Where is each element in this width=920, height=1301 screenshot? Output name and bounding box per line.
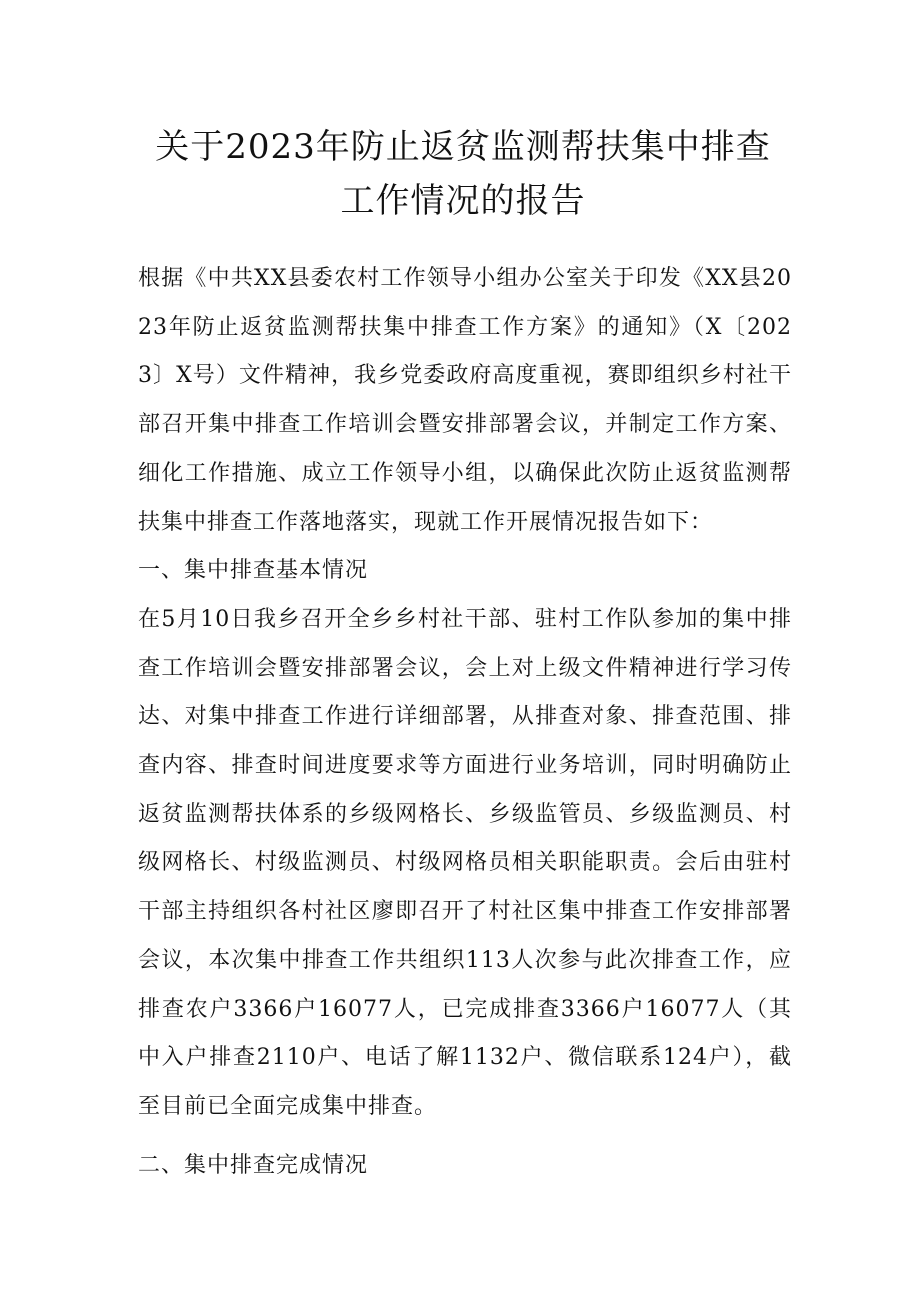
document-title: 关于2023年防止返贫监测帮扶集中排查工作情况的报告 bbox=[155, 127, 771, 221]
document-body bbox=[138, 255, 792, 1190]
section-heading-1: 一、集中排查基本情况 bbox=[138, 558, 369, 584]
section-heading-2: 二、集中排查完成情况 bbox=[138, 1152, 369, 1178]
intro-paragraph: 根据《中共XX县委农村工作领导小组办公室关于印发《XX县2023年防止返贫监测帮扶集中排查工作方案》的通知》（X〔2023〕X号）文件精神，我乡党委政府高度重视，赛即组织乡村社干部召开集中排查工作培训会暨安排部署会议，并制定工作方案、细化工作措施、成立工作领导小组，以确保此次防止返贫监测帮扶集中排查工作落地落实，现就工作开展情况报告如下： bbox=[138, 266, 792, 535]
section-1-paragraph: 在5月10日我乡召开全乡乡村社干部、驻村工作队参加的集中排查工作培训会暨安排部署会议，会上对上级文件精神进行学习传达、对集中排查工作进行详细部署，从排查对象、排查范围、排查内容、排查时间进度要求等方面进行业务培训，同时明确防止返贫监测帮扶体系的乡级网格长、乡级监管员、乡级监测员、村级网格长、村级监测员、村级网格员相关职能职责。会后由驻村干部主持组织各村社区廖即召开了村社区集中排查工作安排部署会议，本次集中排查工作共组织113人次参与此次排查工作，应排查农户3366户16077人，已完成排查3366户16077人（其中入户排查2110户、电话了解1132户、微信联系124户），截至目前已全面完成集中排查。 bbox=[138, 606, 792, 1119]
